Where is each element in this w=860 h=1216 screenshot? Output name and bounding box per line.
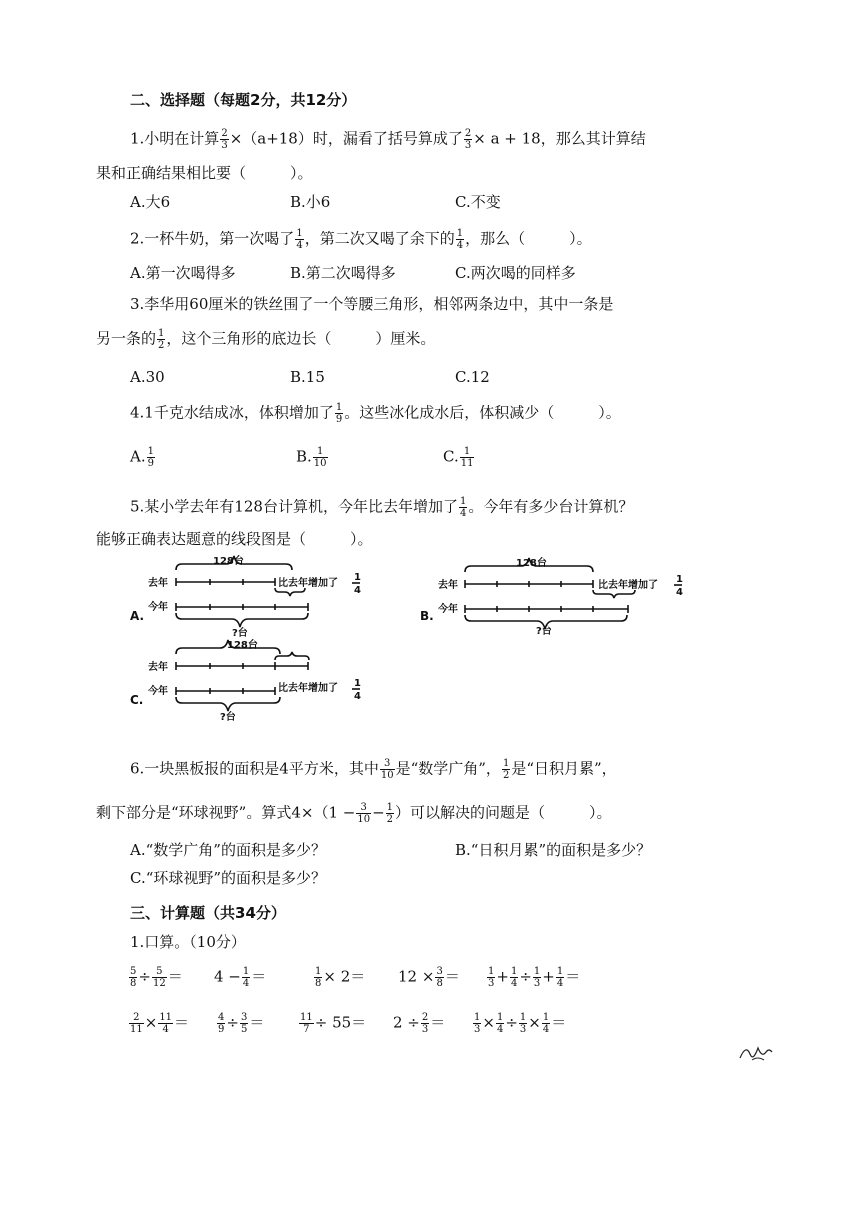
inc-den: 4 [354,585,361,596]
calc-r1-e5: $\frac{1}{3}$ + $\frac{1}{4}$ ÷ $\frac{1}{3}$ + $\frac{1}{4}$ ＝ [488,966,581,989]
fraction: $\frac{1}{10}$ [313,446,327,469]
q6-option-b: B.“日积月累”的面积是多少？ [455,841,652,859]
fraction: $\frac{1}{4}$ [296,228,303,251]
q4-option-a: A. $\frac{1}{9}$ [130,446,154,469]
q5-line2: 能够正确表达题意的线段图是（ ）。 [96,530,373,548]
q1-option-b: B.小6 [290,193,331,211]
calc-r2-e3: $\frac{11}{7}$ ÷ 55＝ [300,1012,367,1035]
q6-option-a: A.“数学广角”的面积是多少？ [130,841,326,859]
calc-r1-e4: 12 × $\frac{3}{8}$ ＝ [398,966,460,989]
decorative-scribble-icon [738,1040,774,1064]
svg-text:4: 4 [676,587,683,598]
q3-line2: 另一条的 $\frac{1}{2}$ ，这个三角形的底边长（ ）厘米。 [96,328,436,351]
fraction: $\frac{1}{2}$ [158,328,165,351]
q1-line2: 果和正确结果相比要（ ）。 [96,164,313,182]
q4-option-b: B. $\frac{1}{10}$ [296,446,327,469]
svg-text:去年: 去年 [148,662,168,673]
calc-r1-e1: $\frac{5}{8}$ ÷ $\frac{5}{12}$ ＝ [130,966,183,989]
calc-r1-e2: 4 − $\frac{1}{4}$ ＝ [214,966,267,989]
fraction: $\frac{3}{10}$ [380,758,394,781]
fraction: $\frac{1}{4}$ [456,228,464,251]
q3-option-c: C.12 [455,368,490,386]
label-last-year: 去年 [148,578,168,589]
q2-option-b: B.第二次喝得多 [290,264,396,282]
letter-b: B. [420,609,434,623]
svg-text:去年: 去年 [438,580,458,591]
fraction: $\frac{1}{11}$ [460,446,474,469]
svg-text:今年: 今年 [148,686,168,697]
q6-option-c: C.“环球视野”的面积是多少？ [130,869,327,887]
q1-option-c: C.不变 [455,193,501,211]
q3-option-b: B.15 [290,368,325,386]
label-increase: 比去年增加了 [278,578,338,589]
svg-text:?台: ?台 [536,626,552,637]
inc-num: 1 [354,572,361,583]
calc-r2-e1: $\frac{2}{11}$ × $\frac{11}{4}$ ＝ [130,1012,190,1035]
q4-option-c: C. $\frac{1}{11}$ [443,446,474,469]
svg-text:1: 1 [676,574,683,585]
label-unknown: ?台 [232,628,248,639]
svg-text:128台: 128台 [516,558,547,569]
label-this-year: 今年 [148,602,168,613]
svg-text:今年: 今年 [438,604,458,615]
q3-line1: 3.李华用60厘米的铁丝围了一个等腰三角形，相邻两条边中，其中一条是 [130,295,614,313]
q1-line1: 1.小明在计算 $\frac{2}{3}$ ×（a+18）时，漏看了括号算成了 $\frac{2}{3}$ × a + 18，那么其计算结 [130,128,646,151]
q2-option-c: C.两次喝的同样多 [455,264,576,282]
q2-line1: 2.一杯牛奶，第一次喝了 $\frac{1}{4}$ ，第二次又喝了余下的 $\frac{1}{4}$ ，那么（ ）。 [130,228,592,251]
q4-line1: 4.1千克水结成冰，体积增加了 $\frac{1}{9}$ 。这些冰化成水后，体积减少（ ）。 [130,402,621,425]
fraction: $\frac{1}{4}$ [459,496,467,519]
label-128: 128台 [213,556,244,567]
svg-text:4: 4 [354,691,361,702]
fraction: $\frac{1}{9}$ [335,402,343,425]
section-2-heading: 二、选择题（每题2分，共12分） [130,91,357,109]
calc-r2-e5: $\frac{1}{3}$ × $\frac{1}{4}$ ÷ $\frac{1}{3}$ × $\frac{1}{4}$ ＝ [474,1012,567,1035]
fraction: $\frac{1}{2}$ [502,758,510,781]
q2-option-a: A.第一次喝得多 [130,264,236,282]
svg-text:?台: ?台 [220,712,236,722]
letter-a: A. [130,609,145,623]
calc-r1-e3: $\frac{1}{8}$ × 2＝ [315,966,366,989]
fraction: $\frac{2}{3}$ [464,128,472,151]
letter-c: C. [130,693,144,707]
svg-text:比去年增加了: 比去年增加了 [278,683,338,694]
q6-line1: 6.一块黑板报的面积是4平方米，其中 $\frac{3}{10}$ 是“数学广角”， $\frac{1}{2}$ 是“日积月累”， [130,758,617,781]
q1-option-a: A.大6 [130,193,171,211]
section-3-heading: 三、计算题（共34分） [130,904,286,922]
fraction: $\frac{1}{2}$ [386,802,394,825]
svg-text:128台: 128台 [227,640,258,651]
q6-line2: 剩下部分是“环球视野”。算式4×（1 − $\frac{3}{10}$ − $\frac{1}{2}$ ）可以解决的问题是（ ）。 [96,802,612,825]
diagram-c [130,638,361,722]
oral-calc-title: 1.口算。（10分） [130,933,246,951]
diagram-a [130,554,361,639]
q5-segment-diagrams [120,552,720,722]
q3-option-a: A.30 [130,368,165,386]
fraction: $\frac{2}{3}$ [221,128,228,151]
diagram-b [420,556,683,637]
calc-r2-e2: $\frac{4}{9}$ ÷ $\frac{3}{5}$ ＝ [218,1012,265,1035]
fraction: $\frac{3}{10}$ [357,802,371,825]
svg-text:1: 1 [354,678,361,689]
fraction: $\frac{1}{9}$ [147,446,154,469]
svg-text:比去年增加了: 比去年增加了 [598,580,658,591]
calc-r2-e4: 2 ÷ $\frac{2}{3}$ ＝ [393,1012,446,1035]
q5-line1: 5.某小学去年有128台计算机，今年比去年增加了 $\frac{1}{4}$ 。今年有多少台计算机？ [130,496,634,519]
